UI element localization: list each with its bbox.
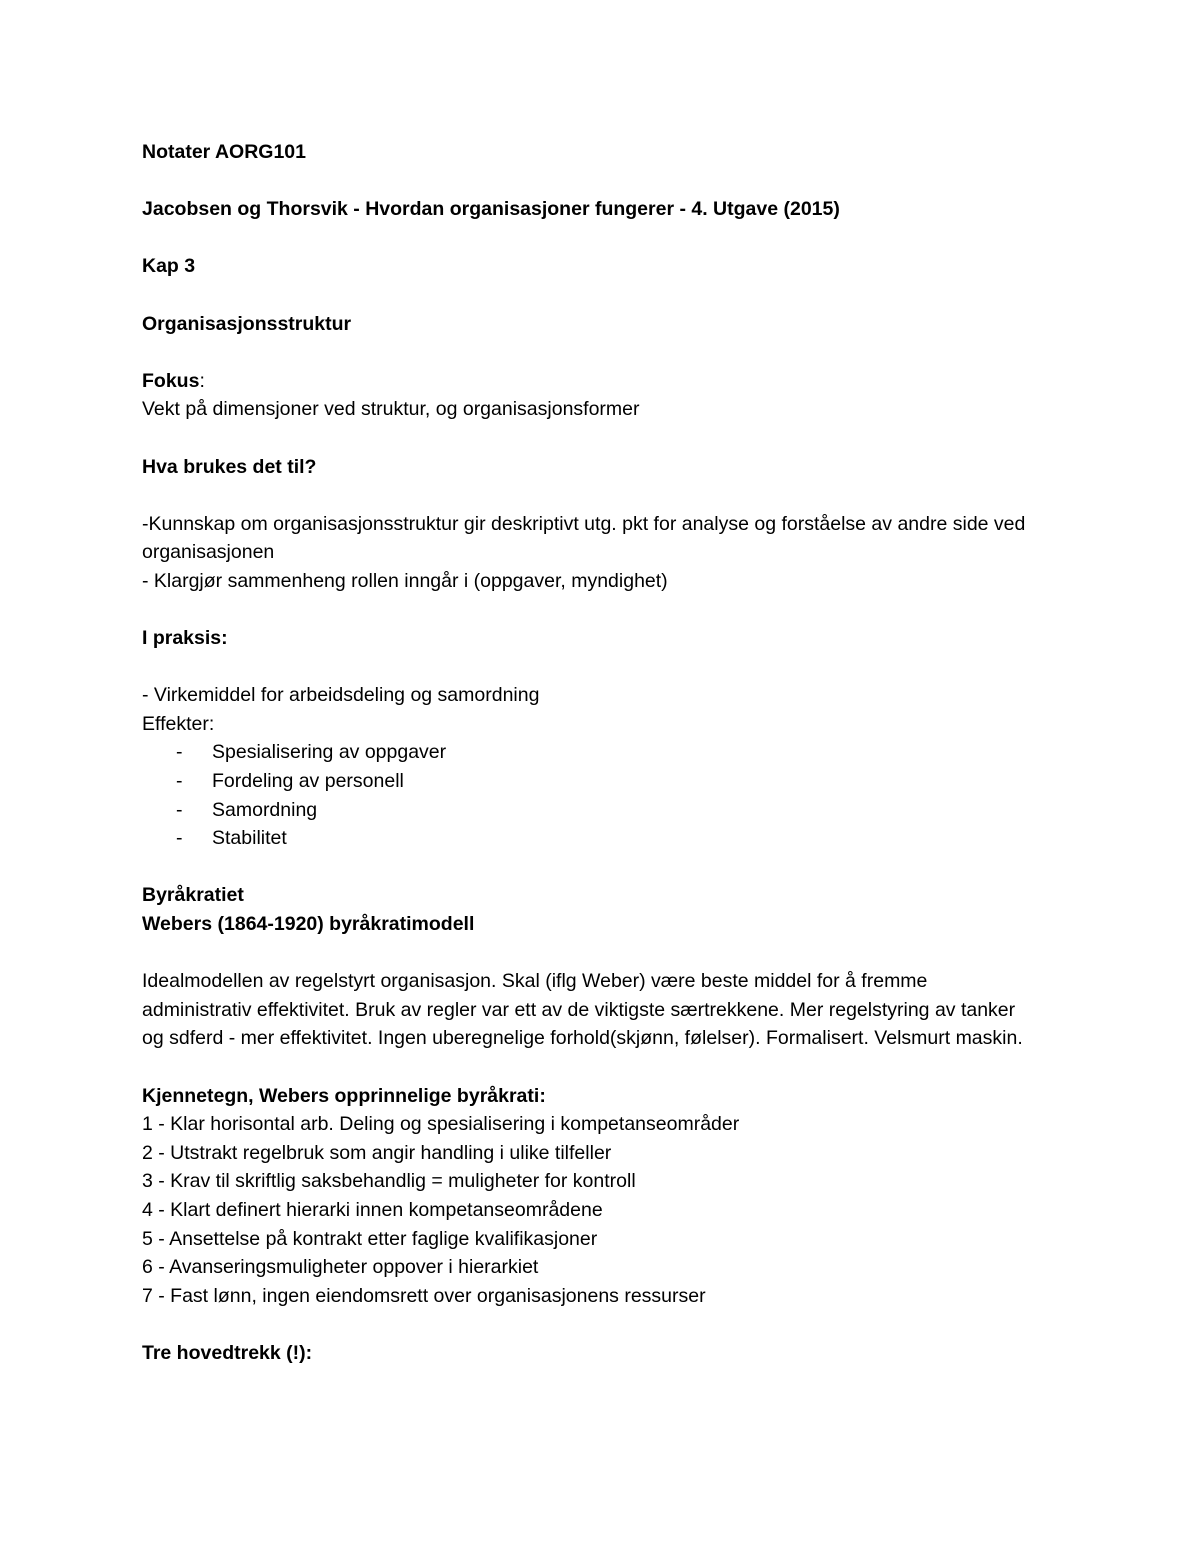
spacer xyxy=(142,424,1062,453)
bullet-dash: - xyxy=(176,827,183,850)
list-item xyxy=(142,767,1062,796)
list-item-text: Samordning xyxy=(212,798,318,821)
list-item-text: Stabilitet xyxy=(212,827,287,850)
hva-brukes-paragraph: - Klargjør sammenheng rollen inngår i (oppgaver, myndighet) xyxy=(142,569,668,592)
spacer xyxy=(142,653,1062,682)
i-praksis-line: - Virkemiddel for arbeidsdeling og samordning xyxy=(142,684,540,707)
kjennetegn-item: 6 - Avanseringsmuligheter oppover i hierarkiet xyxy=(142,1256,539,1279)
byrakratiet-paragraph: Idealmodellen av regelstyrt organisasjon. Skal (iflg Weber) være beste middel for å fremme administrativ effektivitet. Bruk av regler var ett av de viktigste særtrekkene. Mer regelstyring av tanker og sdferd - mer effektivitet. Ingen uberegnelige forhold(skjønn, følelser). Formalisert. Velsmurt maskin. xyxy=(142,970,1023,1050)
list-item-text: Spesialisering av oppgaver xyxy=(212,741,447,764)
fokus-heading xyxy=(142,367,1062,396)
bullet-dash: - xyxy=(176,798,183,821)
bullet-dash: - xyxy=(176,770,183,793)
kjennetegn-item: 4 - Klart definert hierarki innen kompetanseområdene xyxy=(142,1198,603,1221)
hva-brukes-heading: Hva brukes det til? xyxy=(142,455,317,478)
spacer xyxy=(142,596,1062,625)
list-item xyxy=(142,824,1062,853)
list-item xyxy=(142,796,1062,825)
bullet-dash: - xyxy=(176,741,183,764)
spacer xyxy=(142,224,1062,253)
document-page xyxy=(142,138,1062,1368)
fokus-colon: : xyxy=(199,369,205,392)
list-item xyxy=(142,738,1062,767)
kjennetegn-item: 3 - Krav til skriftlig saksbehandlig = muligheter for kontroll xyxy=(142,1170,636,1193)
spacer xyxy=(142,1053,1062,1082)
tre-hovedtrekk-heading: Tre hovedtrekk (!): xyxy=(142,1341,313,1364)
document-title: Notater AORG101 xyxy=(142,141,306,163)
spacer xyxy=(142,1310,1062,1339)
list-item-text: Fordeling av personell xyxy=(212,770,404,793)
kjennetegn-item: 7 - Fast lønn, ingen eiendomsrett over organisasjonens ressurser xyxy=(142,1284,706,1307)
book-title: Jacobsen og Thorsvik - Hvordan organisasjoner fungerer - 4. Utgave (2015) xyxy=(142,198,840,221)
hva-brukes-paragraph: -Kunnskap om organisasjonsstruktur gir deskriptivt utg. pkt for analyse og forståelse av andre side ved organisasjonen xyxy=(142,512,1026,564)
effekter-list xyxy=(142,738,1062,852)
fokus-text: Vekt på dimensjoner ved struktur, og organisasjonsformer xyxy=(142,398,640,421)
section-title: Organisasjonsstruktur xyxy=(142,312,352,335)
effekter-label: Effekter: xyxy=(142,712,215,735)
chapter-heading: Kap 3 xyxy=(142,255,196,278)
spacer xyxy=(142,481,1062,510)
spacer xyxy=(142,939,1062,968)
weber-subheading: Webers (1864-1920) byråkratimodell xyxy=(142,913,475,936)
kjennetegn-item: 5 - Ansettelse på kontrakt etter faglige kvalifikasjoner xyxy=(142,1227,598,1250)
byrakratiet-heading: Byråkratiet xyxy=(142,884,244,907)
fokus-label: Fokus xyxy=(142,369,200,392)
kjennetegn-item: 1 - Klar horisontal arb. Deling og spesialisering i kompetanseområder xyxy=(142,1113,740,1136)
spacer xyxy=(142,338,1062,367)
kjennetegn-item: 2 - Utstrakt regelbruk som angir handling i ulike tilfeller xyxy=(142,1141,612,1164)
kjennetegn-heading: Kjennetegn, Webers opprinnelige byråkrati: xyxy=(142,1084,546,1107)
i-praksis-heading: I praksis: xyxy=(142,627,228,650)
spacer xyxy=(142,167,1062,196)
spacer xyxy=(142,853,1062,882)
spacer xyxy=(142,281,1062,310)
